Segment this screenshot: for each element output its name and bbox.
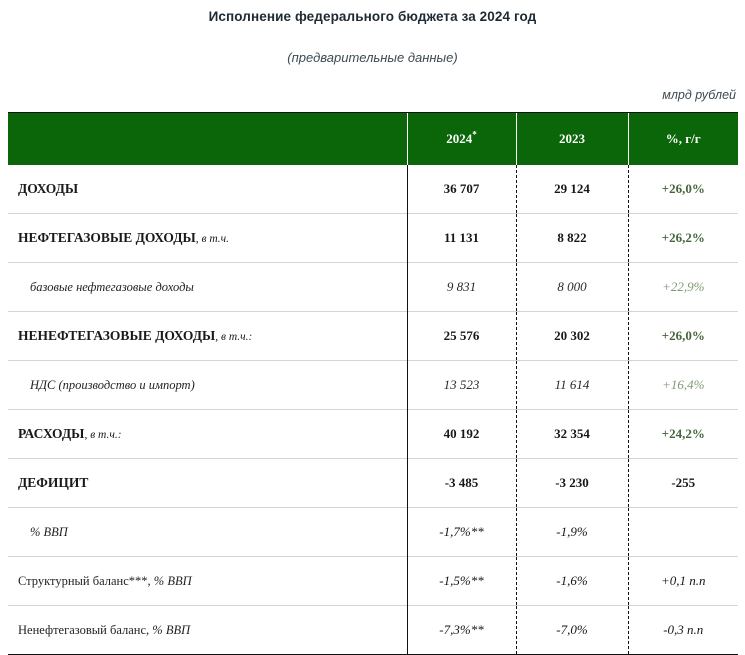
row-label (8, 410, 407, 459)
cell-value-yoy: +16,4% (628, 361, 738, 410)
cell-value-2023: 32 354 (516, 410, 628, 459)
row-label-text: базовые нефтегазовые доходы (30, 279, 194, 294)
row-label (8, 361, 407, 410)
cell-value-2024: -1,7%** (407, 508, 516, 557)
table-row (8, 214, 738, 263)
column-header-yoy: %, г/г (628, 113, 738, 165)
footnote-cropped (0, 568, 745, 576)
row-label-text: НЕНЕФТЕГАЗОВЫЕ ДОХОДЫ (18, 328, 216, 343)
table-row (8, 165, 738, 214)
row-label-text: РАСХОДЫ (18, 426, 85, 441)
column-header-label (8, 113, 407, 165)
row-label (8, 165, 407, 214)
row-label-text: ДОХОДЫ (18, 181, 79, 196)
cell-value-yoy: +0,1 п.п (628, 557, 738, 606)
title-block (0, 0, 745, 66)
cell-value-2024: 9 831 (407, 263, 516, 312)
cell-value-yoy: +26,2% (628, 214, 738, 263)
row-label (8, 263, 407, 312)
cell-value-2023: 8 000 (516, 263, 628, 312)
cell-value-2024: 25 576 (407, 312, 516, 361)
cell-value-2023: -7,0% (516, 606, 628, 655)
table-header-row (8, 113, 738, 165)
cell-value-yoy: +22,9% (628, 263, 738, 312)
cell-value-2024: 11 131 (407, 214, 516, 263)
cell-value-2024: -7,3%** (407, 606, 516, 655)
row-label (8, 557, 407, 606)
row-label-text: % ВВП (30, 524, 68, 539)
table-row (8, 606, 738, 655)
page-subtitle: (предварительные данные) (287, 50, 458, 66)
row-label-text: ДЕФИЦИТ (18, 475, 89, 490)
row-label-suffix: % ВВП (152, 622, 191, 637)
column-header-2024-text: 2024 (446, 131, 473, 146)
table-row (8, 557, 738, 606)
cell-value-2023: -3 230 (516, 459, 628, 508)
table-row (8, 410, 738, 459)
table-body (8, 165, 738, 654)
asterisk-marker: * (472, 129, 477, 140)
cell-value-2024: 36 707 (407, 165, 516, 214)
table-header (8, 113, 738, 165)
cell-value-2024: 13 523 (407, 361, 516, 410)
row-label (8, 214, 407, 263)
cell-value-yoy: -255 (628, 459, 738, 508)
row-label (8, 312, 407, 361)
cell-value-2023: 11 614 (516, 361, 628, 410)
row-label-suffix: , в т.ч. (195, 233, 230, 245)
row-label-suffix: % ВВП (153, 573, 192, 588)
cell-value-yoy: -0,3 п.п (628, 606, 738, 655)
cell-value-yoy (628, 508, 738, 557)
cell-value-yoy: +26,0% (628, 312, 738, 361)
table-row (8, 361, 738, 410)
row-label (8, 606, 407, 655)
column-header-2023: 2023 (516, 113, 628, 165)
row-label-suffix: , в т.ч.: (84, 429, 122, 441)
table-row (8, 312, 738, 361)
row-label-suffix: , в т.ч.: (215, 331, 253, 343)
cell-value-2023: 20 302 (516, 312, 628, 361)
cell-value-yoy: +24,2% (628, 410, 738, 459)
units-label: млрд рублей (662, 87, 736, 102)
page-title: Исполнение федерального бюджета за 2024 год (208, 9, 537, 24)
cell-value-2024: 40 192 (407, 410, 516, 459)
table-row (8, 459, 738, 508)
cell-value-2023: -1,9% (516, 508, 628, 557)
cell-value-2024: -1,5%** (407, 557, 516, 606)
cell-value-2023: -1,6% (516, 557, 628, 606)
table-row (8, 263, 738, 312)
column-header-2024 (407, 113, 516, 165)
cell-value-2023: 29 124 (516, 165, 628, 214)
cell-value-yoy: +26,0% (628, 165, 738, 214)
row-label-text: НДС (производство и импорт) (30, 377, 195, 392)
cell-value-2023: 8 822 (516, 214, 628, 263)
row-label-text: Структурный баланс***, (18, 573, 154, 588)
row-label-text: Ненефтегазовый баланс, (18, 622, 153, 637)
row-label (8, 508, 407, 557)
row-label (8, 459, 407, 508)
table-row (8, 508, 738, 557)
cell-value-2024: -3 485 (407, 459, 516, 508)
row-label-text: НЕФТЕГАЗОВЫЕ ДОХОДЫ (18, 230, 196, 245)
